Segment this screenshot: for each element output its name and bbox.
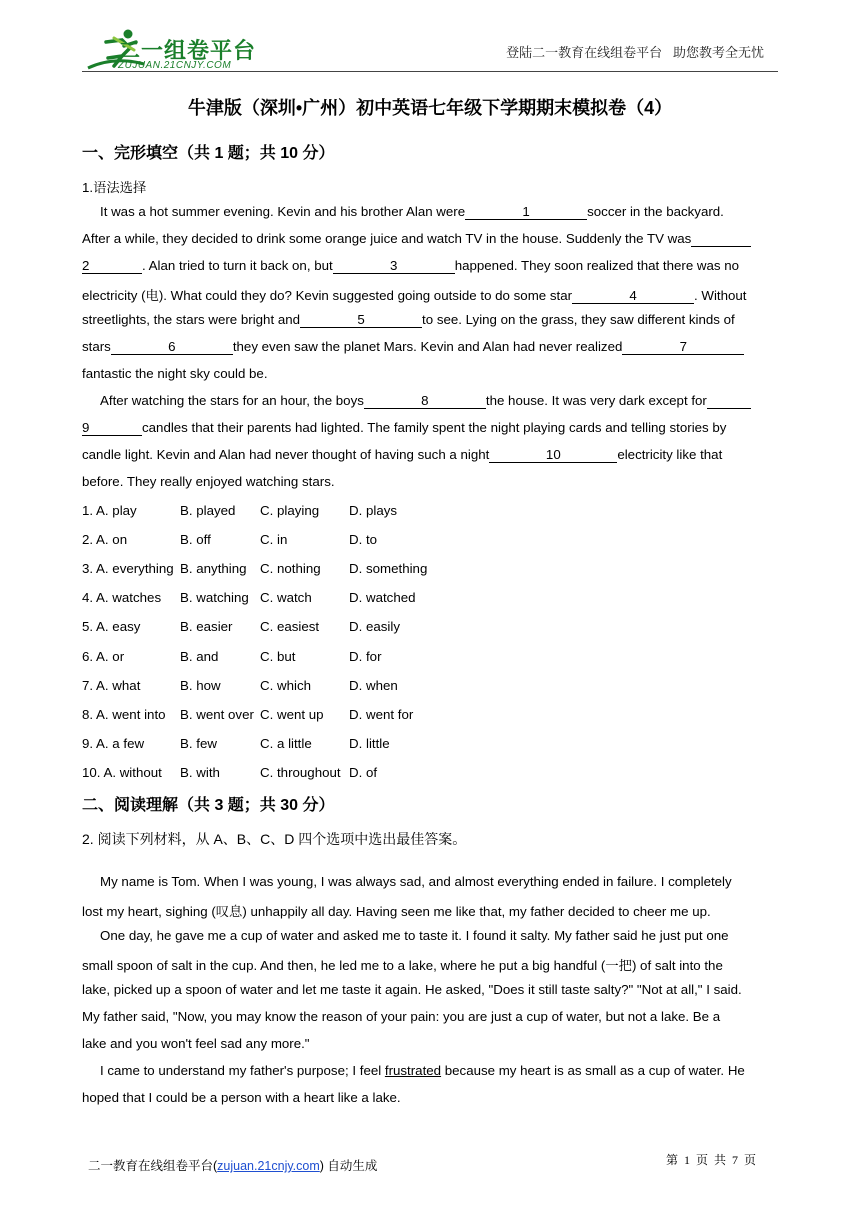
option-choice: 4. A. watches [82,590,162,606]
option-choice: B. anything [180,561,247,577]
page-title: 牛津版（深圳•广州）初中英语七年级下学期期末模拟卷（4） [187,98,673,118]
option-choice: B. watching [180,590,249,606]
passage-line: fantastic the night sky could be. [82,366,268,381]
answer-blank: 6 [111,340,233,355]
option-choice: D. to [349,532,378,548]
option-choice: D. of [349,764,378,780]
option-choice: D. watched [349,590,416,606]
option-choice: D. easily [349,619,400,635]
option-choice: D. when [349,677,398,693]
footer-source: 二一教育在线组卷平台(zujuan.21cnjy.com) 自动生成 [88,1159,378,1173]
section-heading-reading: 二、阅读理解（共 3 题；共 30 分） [82,797,335,814]
option-choice: 10. A. without [82,764,162,780]
passage-line: After a while, they decided to drink some orange juice and watch TV in the house. Suddenly the TV was [82,231,751,247]
answer-blank [707,394,751,409]
option-choice: C. nothing [260,561,321,577]
header-slogan: 登陆二一教育在线组卷平台 助您教考全无忧 [506,45,764,60]
option-choice: B. easier [180,619,233,635]
passage-line: My name is Tom. When I was young, I was always sad, and almost everything ended in failure. I completely [100,874,732,889]
answer-blank: 8 [364,394,486,409]
passage-line: lost my heart, sighing (叹息) unhappily all day. Having seen me like that, my father decided to cheer me up. [82,904,711,919]
option-choice: C. in [260,532,288,548]
passage-line: candle light. Kevin and Alan had never thought of having such a night 10 electricity like that [82,447,723,462]
answer-blank: 5 [300,313,422,328]
option-choice: C. watch [260,590,312,606]
passage-line: electricity (电). What could they do? Kevin suggested going outside to do some star 4 . Without [82,288,747,303]
question-label: 2. 阅读下列材料，从 A、B、C、D 四个选项中选出最佳答案。 [82,831,467,847]
option-choice: D. plays [349,503,398,518]
answer-blank: 7 [622,340,744,355]
option-choice: B. went over [180,706,254,722]
option-choice: D. for [349,648,382,664]
logo-subtext: ZUJUAN.21CNJY.COM [118,60,232,71]
passage-line: stars 6 they even saw the planet Mars. Kevin and Alan had never realized 7 [82,339,744,355]
answer-blank [691,232,751,247]
answer-blank: 10 [489,448,617,463]
option-choice: C. playing [260,503,320,518]
passage-line: It was a hot summer evening. Kevin and his brother Alan were 1 soccer in the backyard. [100,204,724,219]
header-divider [82,71,778,72]
option-choice: 7. A. what [82,677,141,693]
answer-blank: 1 [465,205,587,220]
option-choice: 6. A. or [82,648,125,664]
option-choice: B. off [180,532,211,548]
option-choice: C. but [260,648,296,664]
option-choice: B. and [180,648,219,664]
option-choice: 1. A. play [82,503,137,518]
option-choice: B. played [180,503,236,518]
option-choice: C. easiest [260,619,320,635]
option-choice: 8. A. went into [82,706,166,722]
option-choice: C. which [260,677,311,693]
option-choice: D. little [349,735,390,751]
passage-line: lake and you won't feel sad any more." [82,1036,310,1051]
passage-line: lake, picked up a spoon of water and let me taste it again. He asked, "Does it still taste salty?" "Not at all," I said. [82,982,742,997]
option-choice: 3. A. everything [82,561,174,577]
answer-blank: 3 [333,259,455,274]
passage-line: 2 . Alan tried to turn it back on, but 3 happened. They soon realized that there was no [82,258,740,273]
option-choice: C. went up [260,706,324,722]
option-choice: B. few [180,735,217,751]
passage-line: small spoon of salt in the cup. And then, he led me to a lake, where he put a big handful (一把) of salt into the [82,958,723,973]
option-choice: D. went for [349,706,414,722]
answer-blank: 4 [572,289,694,304]
option-choice: B. with [180,764,220,780]
answer-blank: 9 [82,421,142,436]
question-label: 1.语法选择 [82,180,147,195]
passage-line: hoped that I could be a person with a heart like a lake. [82,1090,401,1105]
answer-blank: 2 [82,259,142,274]
option-choice: C. throughout [260,764,341,780]
passage-line: before. They really enjoyed watching stars. [82,474,335,489]
logo-text: 二一组卷平台 [118,38,257,63]
passage-line: I came to understand my father's purpose; I feel frustrated because my heart is as small as a cup of water. He [100,1063,745,1078]
option-choice: C. a little [260,735,312,751]
option-choice: B. how [180,677,221,693]
section-heading-cloze: 一、完形填空（共 1 题；共 10 分） [82,145,335,162]
page-number: 第 1 页 共 7 页 [665,1153,756,1167]
option-choice: 5. A. easy [82,619,141,635]
passage-line: My father said, "Now, you may know the reason of your pain: you are just a cup of water, but not a lake. Be a [82,1009,721,1024]
underlined-word: frustrated [384,1063,442,1078]
passage-line: 9 candles that their parents had lighted. The family spent the night playing cards and telling stories by [82,420,727,435]
option-choice: D. something [349,561,428,577]
footer-link[interactable]: zujuan.21cnjy.com [217,1159,320,1173]
option-choice: 2. A. on [82,532,128,548]
option-choice: 9. A. a few [82,735,145,751]
passage-line: streetlights, the stars were bright and 5 to see. Lying on the grass, they saw different kinds of [82,312,735,327]
passage-line: One day, he gave me a cup of water and asked me to taste it. I found it salty. My father said he just put one [100,928,729,943]
passage-line: After watching the stars for an hour, the boys 8 the house. It was very dark except for [100,393,751,409]
